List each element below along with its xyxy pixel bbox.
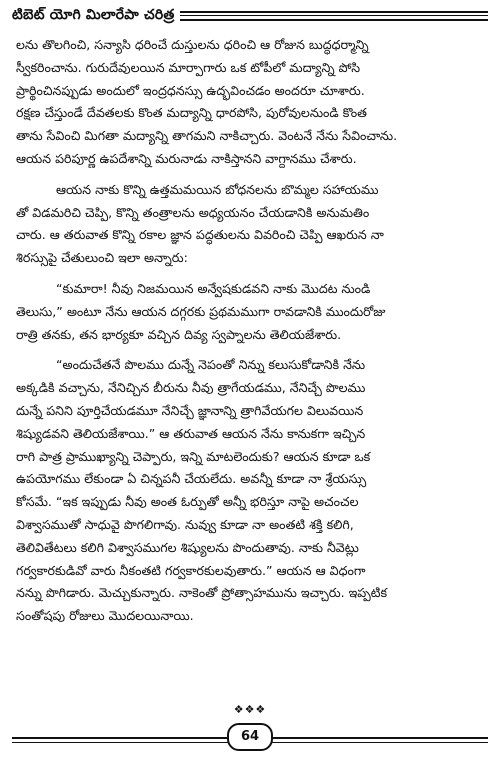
text-line: చారు. ఆ తరువాత కొన్ని రకాల జ్ఞాన పద్ధతులను వివరించి చెప్పి ఆఖరున నా: [16, 227, 384, 243]
text-line: అక్కడికి వచ్చాను, నేనిచ్చిన బీరును నీవు త్రాగేయడము, నేనిచ్చే పొలము: [16, 380, 366, 396]
page-body: [16, 34, 486, 628]
text-line: రక్షణ చేస్తుండే దేవతలకు కొంత మద్యాన్ని ధారపోసి, పురోవులనుండి కొంత: [16, 105, 367, 121]
text-line: లను తొలగించి, సన్యాసి ధరించే దుస్తులను ధరించి ఆ రోజున బుద్ధధర్మాన్ని: [16, 37, 369, 52]
book-title: టిబెట్ యోగి మిలారేపా చరిత్ర: [12, 7, 180, 26]
text-line: విశ్వాసముతో సాధువై పొగలిగావు. నువ్వు కూడా నా అంతటి శక్తి కలిగి,: [16, 516, 354, 532]
text-line: స్వీకరించాను. గురుదేవులయిన మార్పాగారు ఒక టోపీలో మద్యాన్ని పోసి: [16, 59, 361, 75]
header-rule: [180, 11, 488, 21]
text-line: గర్వకారకుడివో వారు నీకంతటి గర్వకారకులవుతారు.” ఆయన ఆ విధంగా: [16, 562, 366, 578]
page-number: 64: [227, 723, 273, 751]
text-line: తెలుసు,” అంటూ నేను ఆయన దగ్గరకు ప్రథమముగా రావడానికి ముందురోజు: [16, 303, 386, 319]
text-line: ప్రార్థించినప్పుడు అందులో ఇంద్రధనస్సు ఉద్భవించడం అందరూ చూశారు.: [16, 82, 365, 98]
text-line: “అందుచేతనే పొలము దున్నే నెపంతో నిన్ను కలుసుకోడానికి నేను: [56, 357, 366, 373]
paragraph: [16, 354, 486, 628]
text-line: ఆయన నాకు కొన్ని ఉత్తమమయిన బోధనలను బొమ్మల సహాయము: [56, 181, 379, 197]
text-line: ఉపయోగము లేకుండా ఏ చిన్నపనీ చేయలేదు. అవన్నీ కూడా నా శ్రేయస్సు: [16, 471, 367, 487]
section-ornament: ❖❖❖: [233, 703, 267, 716]
paragraph: [16, 179, 486, 270]
text-line: తెలివితేటలు కలిగి విశ్వాసముగల శిష్యులను పొందుతావు. నాకు నీవెట్లు: [16, 539, 359, 555]
paragraph: [16, 34, 486, 171]
page-footer: [12, 721, 488, 751]
text-line: ఆయన పరిపూర్ణ ఉపదేశాన్ని మరునాడు నాకిస్తానని వాగ్దానము చేశారు.: [16, 150, 357, 166]
paragraph: [16, 278, 486, 346]
text-line: సంతోషపు రోజులు మొదలయినాయి.: [16, 608, 194, 624]
text-line: తో విడమరిచి చెప్పి, కొన్ని తంత్రాలను అధ్యయనం చేయడానికి అనుమతిం: [16, 204, 370, 220]
text-line: నన్ను పొగిడారు. మెచ్చుకున్నారు. నాకెంతో ప్రోత్సాహమును ఇచ్చారు. ఇప్పటిక: [16, 585, 388, 601]
text-line: కోసమే. “ఇక ఇప్పుడు నీవు అంత ఓర్పుతో అన్నీ భరిస్తూ నాపై అచంచల: [16, 494, 359, 510]
text-line: రాగి పాత్ర ప్రాముఖ్యాన్ని చెప్పారు, ఇన్ని మాటలెందుకు? ఆయన కూడా ఒక: [16, 448, 371, 464]
text-line: శిష్యుడవని తెలియజేశాయి.” ఆ తరువాత ఆయన నేను కానుకగా ఇచ్చిన: [16, 425, 366, 441]
text-line: తాను సేవించి మిగతా మద్యాన్ని తాగమని నాకిచ్చారు. వెంటనే నేను సేవించాను.: [16, 128, 398, 144]
text-line: రాత్రి తనకు, తన భార్యకూ వచ్చిన దివ్య స్వప్నాలను తెలియజేశారు.: [16, 326, 342, 342]
running-header: [12, 4, 488, 28]
text-line: “కుమారా! నీవు నిజమయిన అన్వేషకుడవని నాకు మొదట నుండి: [56, 280, 371, 296]
text-line: దున్నే పనిని పూర్తిచేయడమూ నేనిచ్చే జ్ఞానాన్ని త్రాగివేయగల విలువయిన: [16, 402, 364, 418]
text-line: శిరస్సుపై చేతులుంచి ఇలా అన్నారు:: [16, 250, 188, 266]
